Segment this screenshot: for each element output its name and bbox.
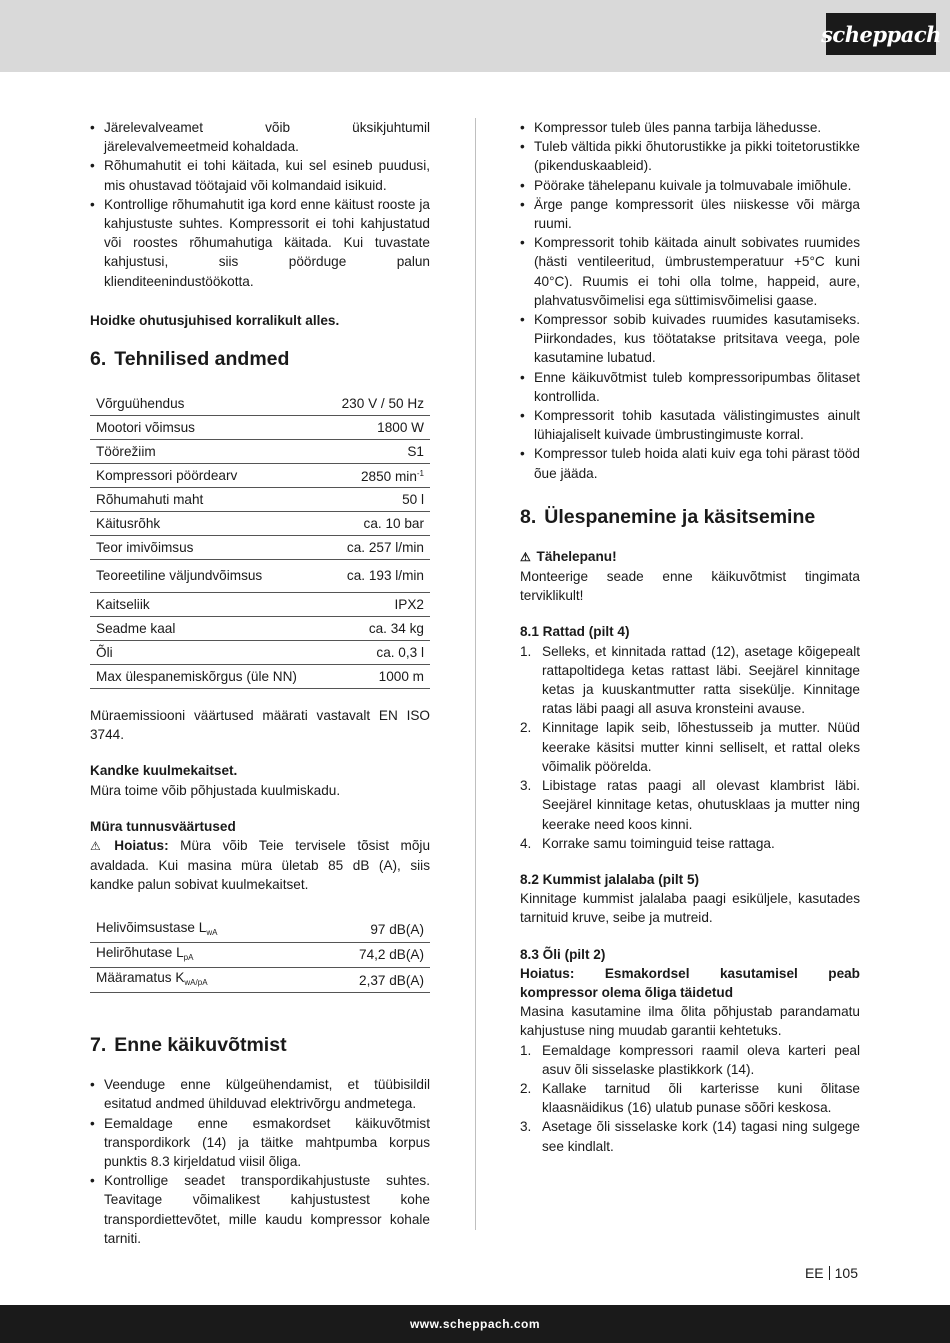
section-8-2-text: Kinnitage kummist jalalaba paagi esiküljele, kasutades tarnituid kruve, seibe ja mutreid. [520, 891, 860, 926]
spec-label: Kompressori pöördearv [90, 464, 326, 488]
spec-value: 1000 m [326, 665, 430, 689]
section-8-heading: 8. Ülespanemine ja käsitsemine [520, 505, 816, 528]
table-row [90, 560, 430, 593]
table-row [90, 464, 430, 488]
table-row [90, 665, 430, 689]
right-column [520, 118, 860, 1156]
spec-label: Õli [90, 641, 326, 665]
noise-value: 2,37 dB(A) [306, 968, 430, 993]
table-row [90, 942, 430, 967]
spec-label: Max ülespanemiskõrgus (üle NN) [90, 665, 326, 689]
list-item: • Järelevalveamet võib üksikjuhtumil järelevalvemeetmeid kohaldada. [90, 118, 430, 156]
spec-value: 50 l [326, 488, 430, 512]
list-item: • Kompressor tuleb hoida alati kuiv ega tohi pärast tööd õue jääda. [520, 444, 860, 482]
spec-value: 1800 W [326, 416, 430, 440]
list-item: • Eemaldage enne esmakordset käikuvõtmist transpordikork (14) ja täitke mahtpumba korpus punktis 8.3 kirjeldatud viisil õliga. [90, 1114, 430, 1172]
list-item: • Tuleb vältida pikki õhutorustikke ja pikki toitetorustikke (pikenduskaableid). [520, 137, 860, 175]
spec-label: Rõhumahuti maht [90, 488, 326, 512]
table-row [90, 593, 430, 617]
table-row [90, 416, 430, 440]
page-number: EE 105 [804, 1265, 858, 1281]
spec-table [90, 392, 430, 689]
attention-text: Monteerige seade enne käikuvõtmist tingimata terviklikult! [520, 569, 860, 604]
spec-label: Seadme kaal [90, 617, 326, 641]
spec-value: ca. 193 l/min [326, 560, 430, 593]
header-bar [0, 0, 950, 72]
warning-icon: ⚠ [90, 839, 101, 854]
noise-value: 97 dB(A) [306, 918, 430, 943]
left-column [90, 118, 430, 1248]
noise-table [90, 918, 430, 994]
list-item: 4. Korrake samu toiminguid teise rattaga. [520, 835, 775, 851]
table-row [90, 440, 430, 464]
spec-label: Teor imivõimsus [90, 536, 326, 560]
section-8-3-text: Masina kasutamine ilma õlita põhjustab parandamatu kahjustuse ning muudab garantii kehtetuks. [520, 1004, 860, 1039]
keep-instructions-note: Hoidke ohutusjuhised korralikult alles. [90, 312, 340, 328]
table-row [90, 918, 430, 943]
warning-icon: ⚠ [520, 549, 531, 564]
spec-value: 230 V / 50 Hz [326, 392, 430, 416]
list-item: • Veenduge enne külgeühendamist, et tüübisildil esitatud andmed ühilduvad elektrivõrgu andmetega. [90, 1075, 430, 1113]
scheppach-logo: scheppach [826, 13, 936, 55]
spec-value: 2850 $\min^{-1}$ [326, 464, 430, 488]
list-item: • Rõhumahutit ei tohi käitada, kui sel esineb puudusi, mis ohustavad töötajaid või kolmandaid isikuid. [90, 156, 430, 194]
noise-label: Helirõhutase $L_{pA}$ [90, 942, 306, 967]
list-item: • Kompressorit tohib kasutada välistingimustes ainult lühiajaliselt kuivade ümbrustingimuste korral. [520, 406, 860, 444]
wheels-steps [520, 642, 860, 853]
spec-label: Teoreetiline väljundvõimsus [90, 560, 326, 593]
list-item: • Kompressor tuleb üles panna tarbija lähedusse. [520, 118, 860, 137]
noise-emission-note: Müraemissiooni väärtused määrati vastavalt EN ISO 3744. [90, 708, 430, 743]
table-row [90, 641, 430, 665]
list-item: 3. Asetage õli sisselaske kork (14) tagasi ning sulgege see kindlalt. [520, 1119, 860, 1154]
section-6-heading: 6. Tehnilised andmed [90, 348, 290, 371]
safety-list [90, 118, 430, 291]
table-row [90, 392, 430, 416]
list-item: • Ärge pange kompressorit üles niiskesse või märga ruumi. [520, 195, 860, 233]
ear-protection-title: Kandke kuulmekaitset. [90, 763, 238, 779]
installation-list [520, 118, 860, 483]
list-item: • Kontrollige seadet transpordikahjustuste suhtes. Teavitage võimalikest kahjustustest kohe transpordiettevõtet, mille kaudu kompressor kohale tarniti. [90, 1171, 430, 1248]
attention-title: ⚠ Tähelepanu! [520, 547, 860, 567]
noise-values-title: Müra tunnusväärtused [90, 818, 236, 834]
list-item: • Enne käikuvõtmist tuleb kompressoripumbas õlitaset kontrollida. [520, 368, 860, 406]
spec-value: ca. 34 kg [326, 617, 430, 641]
footer-url[interactable]: www.scheppach.com [409, 1317, 541, 1331]
section-8-3-title: 8.3 Õli (pilt 2) [520, 946, 606, 962]
table-row [90, 512, 430, 536]
footer-bar [0, 1305, 950, 1343]
list-item: 3. Libistage ratas paagi all olevast klambrist läbi. Seejärel kinnitage ketas, ohutusklaas ja mutter ning keerake need koos kinni. [520, 778, 860, 832]
noise-label: Helivõimsustase $L_{wA}$ [90, 918, 306, 943]
noise-warning: ⚠ Hoiatus: Müra võib Teie tervisele tõsist mõju avaldada. Kui masina müra ületab 85 dB (A), siis kandke palun sobivat kuulmekaitset. [90, 838, 431, 893]
oil-steps [520, 1041, 860, 1156]
spec-label: Võrguühendus [90, 392, 326, 416]
list-item: • Pöörake tähelepanu kuivale ja tolmuvabale imiõhule. [520, 176, 860, 195]
ear-protection-text: Müra toime võib põhjustada kuulmiskadu. [90, 782, 341, 798]
list-item: 2. Kallake tarnitud õli karterisse kuni õlitase klaasnäidikus (16) ulatub punase sõõri keskosa. [520, 1080, 860, 1116]
spec-label: Mootori võimsus [90, 416, 326, 440]
list-item: 1. Selleks, et kinnitada rattad (12), asetage kõigepealt rattapoltidega ketas rattast läbi. Seejärel kinnitage ketas ja kuuskantmutter ratta sisekülje. Kinnitage ratas läbi paagi all asuva kronsteini avause. [520, 643, 860, 717]
section-8-3-warning: Hoiatus: Esmakordsel kasutamisel peab kompressor olema õliga täidetud [520, 965, 860, 1000]
table-row [90, 536, 430, 560]
spec-value: ca. 0,3 l [326, 641, 430, 665]
list-item: 2. Kinnitage lapik seib, lõhestusseib ja mutter. Nüüd keerake käsitsi mutter kinni selliselt, et rattal oleks võimalik pöörelda. [520, 720, 860, 774]
spec-label: Käitusrõhk [90, 512, 326, 536]
section-8-1-title: 8.1 Rattad (pilt 4) [520, 624, 630, 640]
commissioning-list [90, 1075, 430, 1248]
spec-label: Töörežiim [90, 440, 326, 464]
spec-value: ca. 10 bar [326, 512, 430, 536]
spec-value: ca. 257 l/min [326, 536, 430, 560]
list-item: • Kontrollige rõhumahutit iga kord enne käitust rooste ja kahjustuste suhtes. Kompressorit ei tohi kahjustatud või roostes rõhumahutiga käitada. Kui tuvastate kahjustusi, siis pöörduge palun klienditeenindustöökotta. [90, 195, 430, 291]
noise-label: Määramatus $K_{wA/pA}$ [90, 968, 306, 993]
list-item: 1. Eemaldage kompressori raamil oleva karteri peal asuv õli sisselaske plastikkork (14). [520, 1042, 860, 1077]
list-item: • Kompressor sobib kuivades ruumides kasutamiseks. Piirkondades, kus töötatakse pritsitava veega, pole kasutamine lubatud. [520, 310, 860, 368]
section-8-2-title: 8.2 Kummist jalalaba (pilt 5) [520, 871, 700, 887]
column-divider [475, 118, 476, 1230]
noise-value: 74,2 dB(A) [306, 942, 430, 967]
table-row [90, 488, 430, 512]
spec-label: Kaitseliik [90, 593, 326, 617]
section-7-heading: 7. Enne käikuvõtmist [90, 1034, 287, 1057]
table-row [90, 617, 430, 641]
table-row [90, 968, 430, 993]
spec-value: IPX2 [326, 593, 430, 617]
list-item: • Kompressorit tohib käitada ainult sobivates ruumides (hästi ventileeritud, ümbrustemperatuur +5°C kuni 40°C). Ruumis ei tohi olla tolme, happeid, aure, plahvatusvõimelisi ega süttimisvõimelisi gaase. [520, 233, 860, 310]
spec-value: S1 [326, 440, 430, 464]
